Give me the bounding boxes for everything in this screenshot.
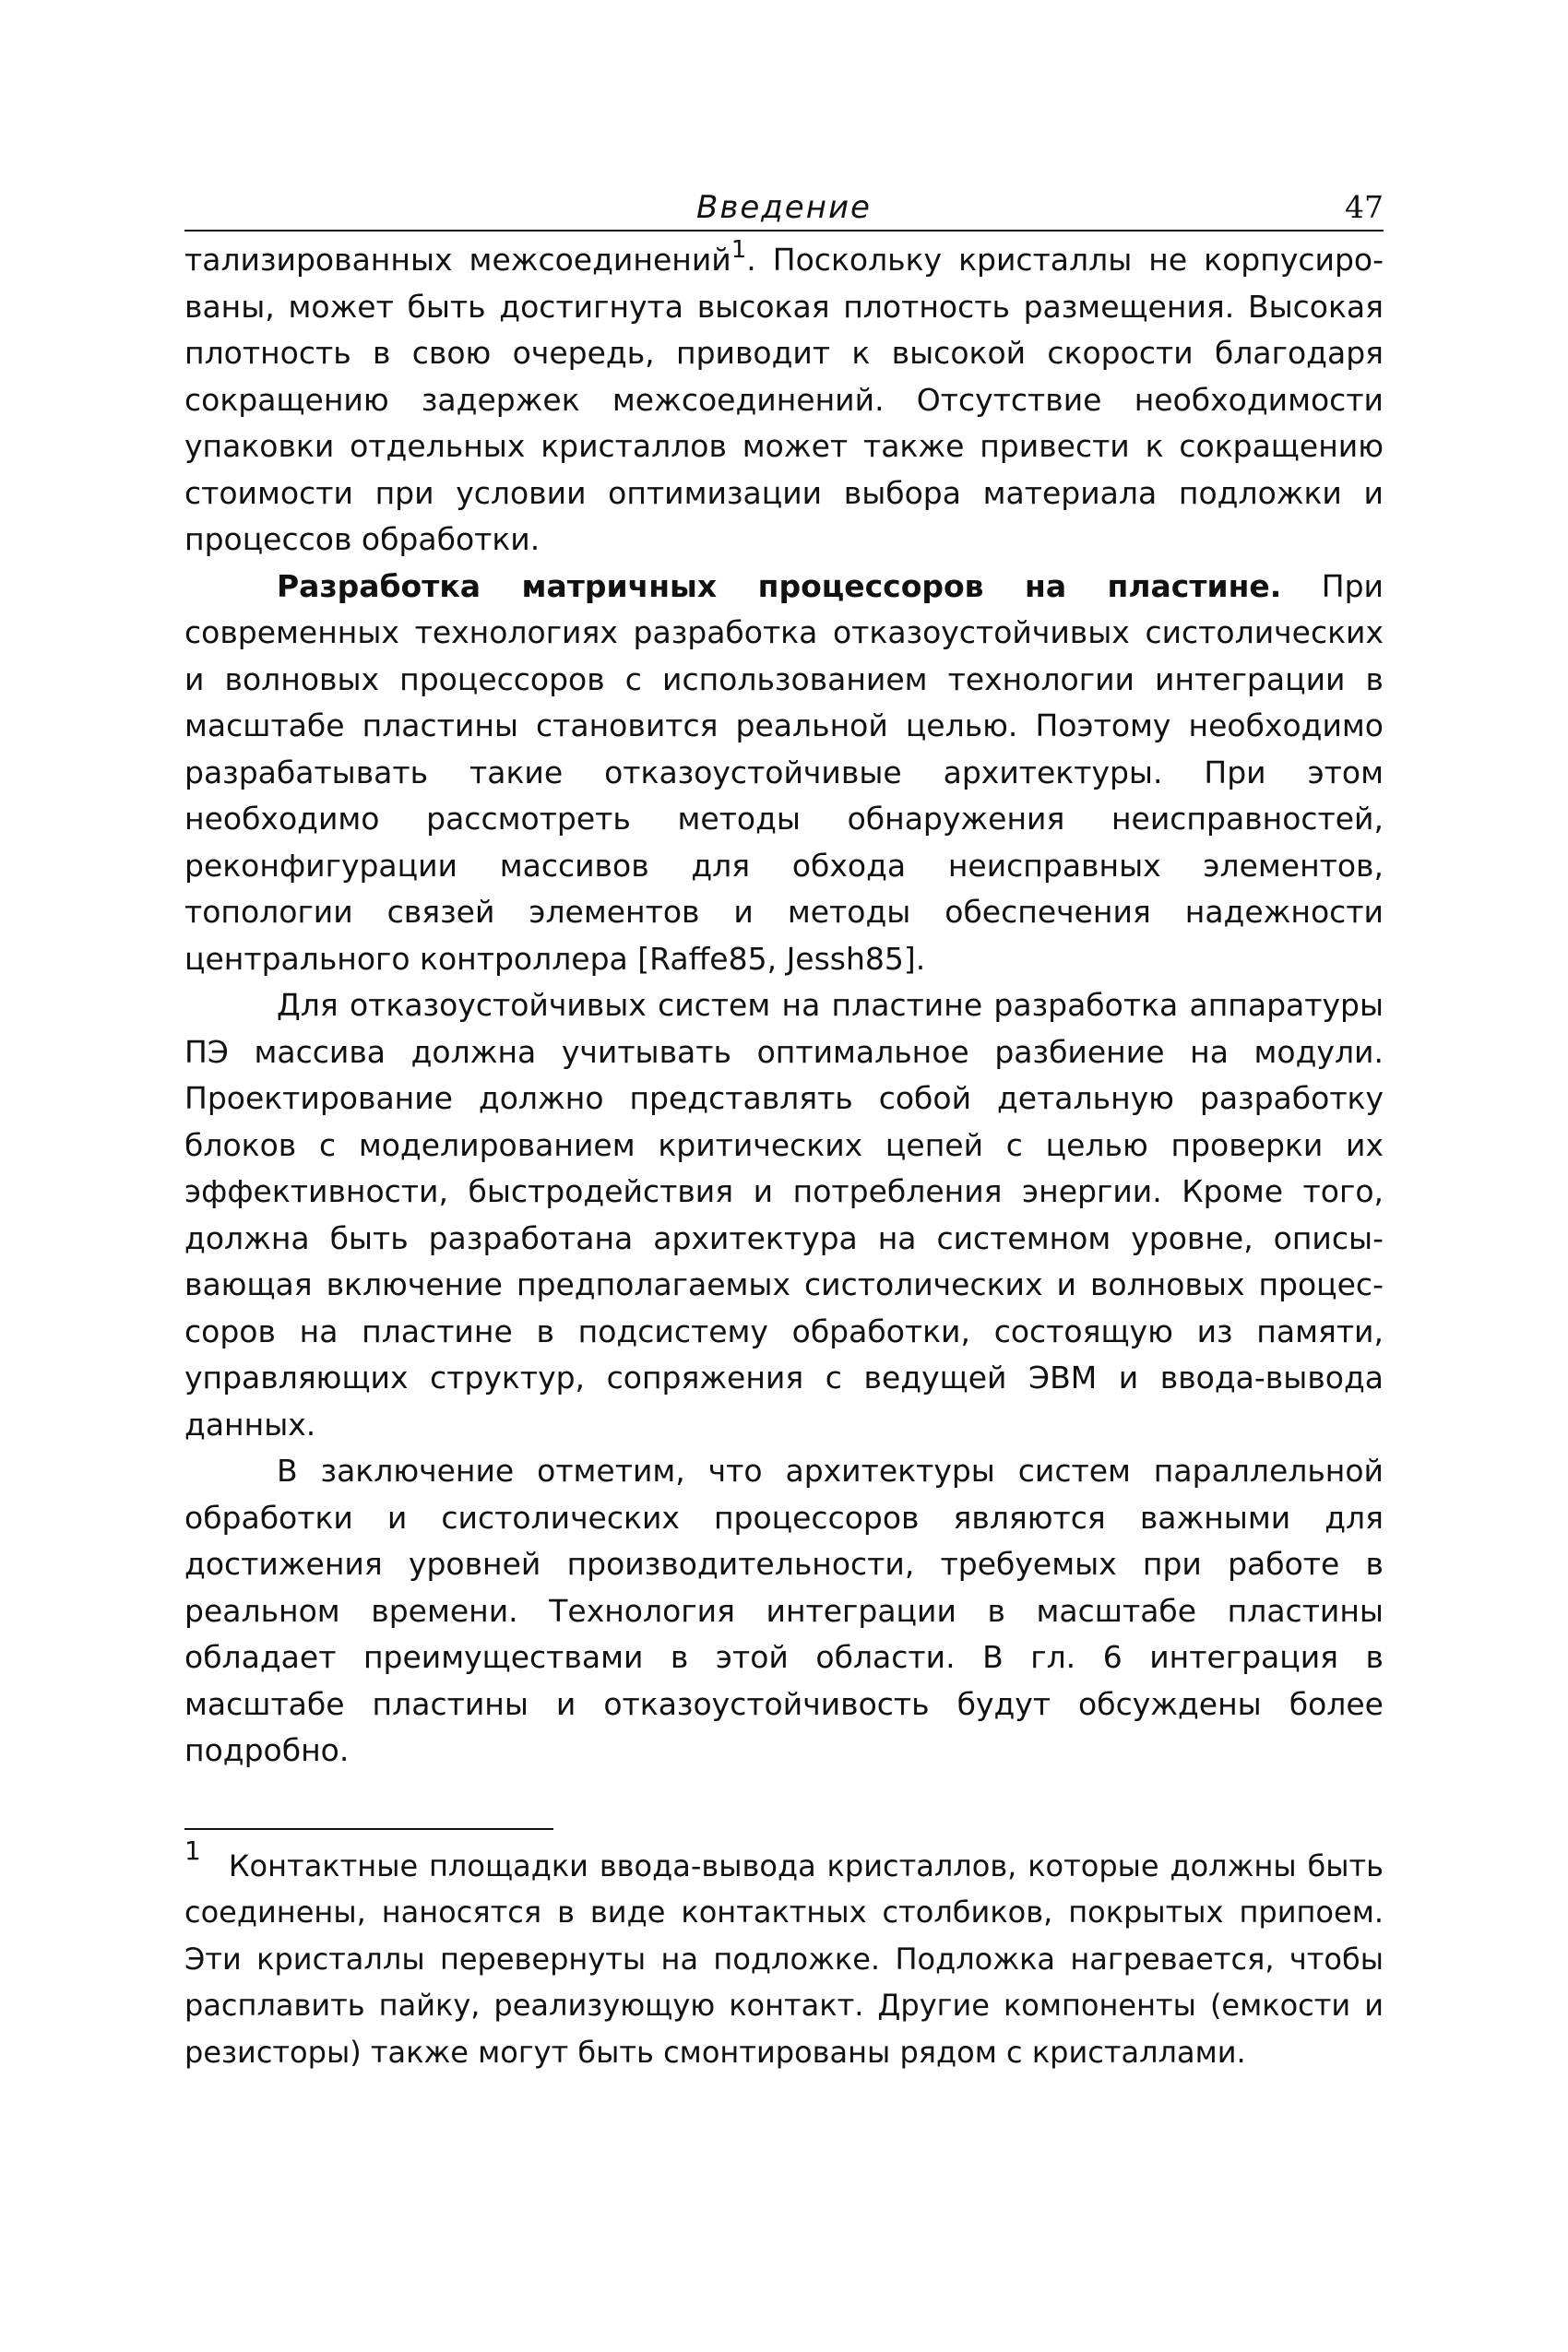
footnote-divider xyxy=(184,1828,553,1830)
footnote-text: Контактные площадки ввода-вывода кристаллов, которые должны быть соединены, наносятся в виде контактных столбиков, покрытых припоем. Эти кристаллы перевернуты на подложке. Подложка нагревается, чтобы расплавить пайку, реализующую контакт. Другие компоненты (емкости и резисторы) также могут быть смонтированы рядом с кристаллами. xyxy=(184,1847,1384,2070)
paragraph-text: . Поскольку кристаллы не корпусированы, может быть достигнута высокая плотность размещения. Высокая плотность в свою очередь, приводит к высокой скорости благодаря сокращению задержек межсоединений. Отсутствие необходимости упаковки отдельных кристаллов может также привести к сокращению стоимости при условии оптимизации выбора материала подложки и процессов обработки. xyxy=(184,242,1384,557)
footnote-number: 1 xyxy=(184,1835,201,1866)
paragraph-conclusion: В заключение отметим, что архитектуры систем параллельной обработки и систолических процессоров являются важными для достижения уровней производительности, требуемых при работе в реальном времени. Технология интеграции в масштабе пластины обладает преимуществами в этой области. В гл. 6 интеграция в масштабе пластины и отказоустойчивость будут обсуждены более подробно. xyxy=(184,1453,1384,1768)
running-header xyxy=(184,189,1384,232)
page-number: 47 xyxy=(1345,189,1384,225)
paragraph-text: тализированных межсоединений xyxy=(184,242,731,278)
paragraph-text: При современных технологиях разработка отказоустойчивых систолических и волновых процессоров с использованием технологии интеграции в масштабе пластины становится реальной целью. Поэтому необходимо разрабатывать такие отказоустойчивые архитектуры. При этом необходимо рассмотреть методы обнаружения неисправностей, реконфигурации массивов для обхода неисправных элементов, топологии связей элементов и методы обеспечения надежности центрального контроллера [Raffe85, Jessh85]. xyxy=(184,567,1384,977)
main-text xyxy=(184,237,1384,1775)
paragraph-wafer-processors xyxy=(184,564,1384,983)
paragraph-continuation xyxy=(184,237,1384,564)
footnote xyxy=(184,1835,1384,2076)
paragraph-heading: Разработка матричных процессоров на пластине. xyxy=(277,567,1282,604)
footnote-reference: 1 xyxy=(731,236,747,264)
book-page xyxy=(184,189,1384,2075)
section-title: Введение xyxy=(696,189,872,226)
paragraph-fault-tolerant: Для отказоустойчивых систем на пластине разработка аппаратуры ПЭ массива должна учитывать оптимальное разбиение на модули. Проектирование должно представлять собой детальную разработку блоков с моделированием критических цепей с целью проверки их эффективности, быстродействия и потребления энергии. Кроме того, должна быть разработана архитектура на системном уровне, описывающая включение предполагаемых систолических и волновых процессоров на пластине в подсистему обработки, состоящую из памяти, управляющих структур, сопряжения с ведущей ЭВМ и ввода-вывода данных. xyxy=(184,987,1384,1443)
